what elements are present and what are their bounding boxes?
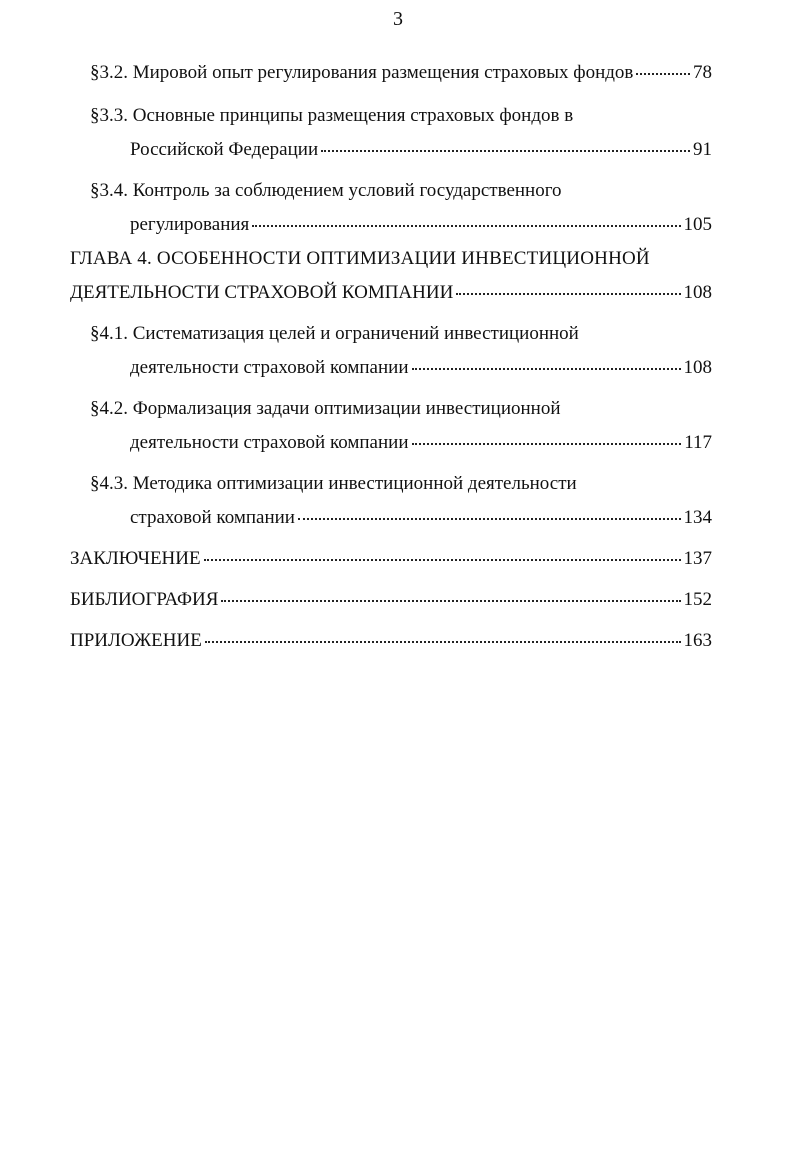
- toc-entry-title-line2: деятельности страховой компании: [130, 357, 409, 378]
- toc-entry-title-line1: §4.1. Систематизация целей и ограничений инвестиционной: [90, 323, 579, 344]
- toc-entry-3-3[interactable]: [70, 99, 712, 167]
- toc-entry-page: 137: [683, 548, 712, 569]
- toc-entry-3-2[interactable]: [70, 56, 712, 90]
- dot-leader: [221, 581, 680, 602]
- toc-entry-title-line2: деятельности страховой компании: [130, 432, 409, 453]
- toc-entry-4-1[interactable]: [70, 317, 712, 385]
- toc-entry-bibliography[interactable]: [70, 583, 712, 617]
- dot-leader: [636, 54, 690, 75]
- toc-entry-title: §3.2. Мировой опыт регулирования размещения страховых фондов: [90, 62, 634, 83]
- toc-entry-page: 108: [683, 282, 712, 303]
- toc-chapter-title-line2: ДЕЯТЕЛЬНОСТИ СТРАХОВОЙ КОМПАНИИ: [70, 282, 454, 303]
- toc-entry-title-line2: страховой компании: [130, 507, 295, 528]
- dot-leader: [321, 131, 690, 152]
- page-number: 3: [393, 8, 403, 30]
- toc-entry-page: 105: [683, 214, 712, 235]
- toc-entry-page: 78: [693, 62, 712, 83]
- dot-leader: [252, 206, 680, 227]
- dot-leader: [205, 622, 681, 643]
- toc-entry-page: 91: [693, 139, 712, 160]
- toc-entry-page: 152: [683, 589, 712, 610]
- toc-entry-title-line2: регулирования: [130, 214, 250, 235]
- toc-entry-title-line2: Российской Федерации: [130, 139, 319, 160]
- toc-entry-title: ЗАКЛЮЧЕНИЕ: [70, 548, 201, 569]
- toc-entry-title-line1: §4.2. Формализация задачи оптимизации инвестиционной: [90, 398, 561, 419]
- toc-entry-title: БИБЛИОГРАФИЯ: [70, 589, 219, 610]
- toc-entry-appendix[interactable]: [70, 624, 712, 658]
- toc-entry-title-line1: §4.3. Методика оптимизации инвестиционной деятельности: [90, 473, 577, 494]
- dot-leader: [456, 274, 680, 295]
- toc-entry-3-4[interactable]: [70, 174, 712, 242]
- dot-leader: [204, 540, 681, 561]
- toc-entry-page: 117: [684, 432, 712, 453]
- toc-entry-4-3[interactable]: [70, 467, 712, 535]
- toc-entry-page: 163: [683, 630, 712, 651]
- dot-leader: [298, 499, 681, 520]
- toc-entry-conclusion[interactable]: [70, 542, 712, 576]
- dot-leader: [412, 424, 682, 445]
- toc-entry-title: ПРИЛОЖЕНИЕ: [70, 630, 202, 651]
- toc-entry-title-line1: §3.4. Контроль за соблюдением условий государственного: [90, 180, 562, 201]
- toc-entry-4-2[interactable]: [70, 392, 712, 460]
- toc-entry-page: 108: [683, 357, 712, 378]
- toc-chapter-4[interactable]: [70, 242, 712, 310]
- toc-entry-page: 134: [683, 507, 712, 528]
- toc-chapter-title-line1: ГЛАВА 4. ОСОБЕННОСТИ ОПТИМИЗАЦИИ ИНВЕСТИЦИОННОЙ: [70, 248, 650, 269]
- table-of-contents: [70, 56, 712, 658]
- dot-leader: [412, 349, 681, 370]
- toc-entry-title-line1: §3.3. Основные принципы размещения страховых фондов в: [90, 105, 574, 126]
